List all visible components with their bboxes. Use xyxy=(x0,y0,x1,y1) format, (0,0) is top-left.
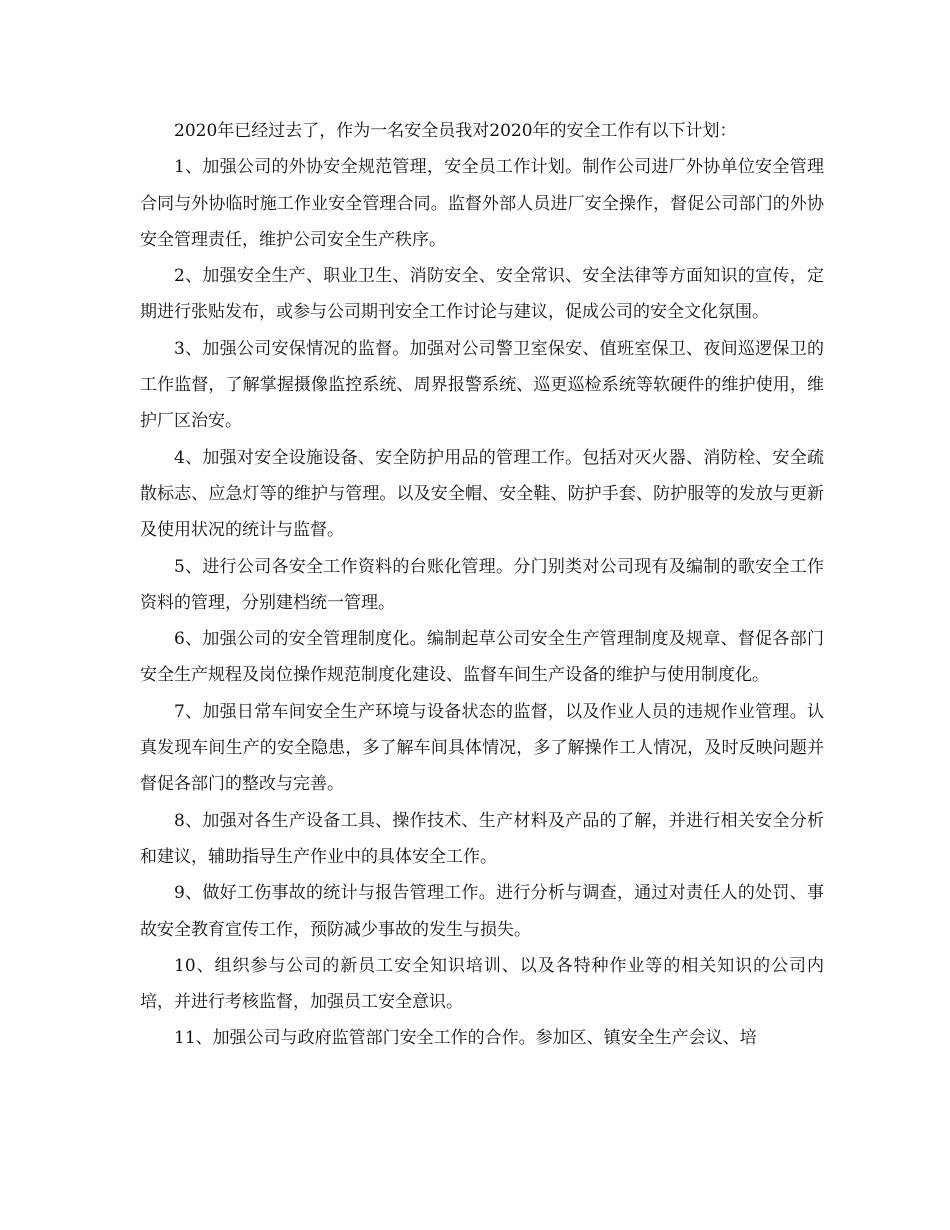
plan-item-5: 5、进行公司各安全工作资料的台账化管理。分门别类对公司现有及编制的歌安全工作资料的管理，分别建档统一管理。 xyxy=(140,556,824,613)
plan-item-3: 3、加强公司安保情况的监督。加强对公司警卫室保安、值班室保卫、夜间巡逻保卫的工作监督，了解掌握摄像监控系统、周界报警系统、巡更巡检系统等软硬件的维护使用，维护厂区治安。 xyxy=(140,338,824,432)
plan-item-10: 10、组织参与公司的新员工安全知识培训、以及各特种作业等的相关知识的公司内培，并进行考核监督，加强员工安全意识。 xyxy=(140,955,824,1013)
intro-paragraph: 2020年已经过去了，作为一名安全员我对2020年的安全工作有以下计划： xyxy=(174,121,737,141)
plan-item-2: 2、加强安全生产、职业卫生、消防安全、安全常识、安全法律等方面知识的宣传，定期进行张贴发布，或参与公司期刊安全工作讨论与建议，促成公司的安全文化氛围。 xyxy=(140,266,824,323)
plan-item-9: 9、做好工伤事故的统计与报告管理工作。进行分析与调查，通过对责任人的处罚、事故安全教育宣传工作，预防减少事故的发生与损失。 xyxy=(140,883,824,940)
plan-item-1: 1、加强公司的外协安全规范管理，安全员工作计划。制作公司进厂外协单位安全管理合同与外协临时施工作业安全管理合同。监督外部人员进厂安全操作，督促公司部门的外协安全管理责任，维护公司安全生产秩序。 xyxy=(140,157,824,250)
plan-item-11: 11、加强公司与政府监管部门安全工作的合作。参加区、镇安全生产会议、培 xyxy=(174,1028,757,1049)
plan-item-4: 4、加强对安全设施设备、安全防护用品的管理工作。包括对灭火器、消防栓、安全疏散标志、应急灯等的维护与管理。以及安全帽、安全鞋、防护手套、防护服等的发放与更新及使用状况的统计与监督。 xyxy=(140,447,824,541)
plan-item-7: 7、加强日常车间安全生产环境与设备状态的监督，以及作业人员的违规作业管理。认真发现车间生产的安全隐患，多了解车间具体情况，多了解操作工人情况，及时反映问题并督促各部门的整改与完善。 xyxy=(140,701,824,795)
plan-item-8: 8、加强对各生产设备工具、操作技术、生产材料及产品的了解，并进行相关安全分析和建议，辅助指导生产作业中的具体安全工作。 xyxy=(140,810,824,867)
plan-item-6: 6、加强公司的安全管理制度化。编制起草公司安全生产管理制度及规章、督促各部门安全生产规程及岗位操作规范制度化建设、监督车间生产设备的维护与使用制度化。 xyxy=(140,629,824,686)
document-body xyxy=(140,113,824,1057)
